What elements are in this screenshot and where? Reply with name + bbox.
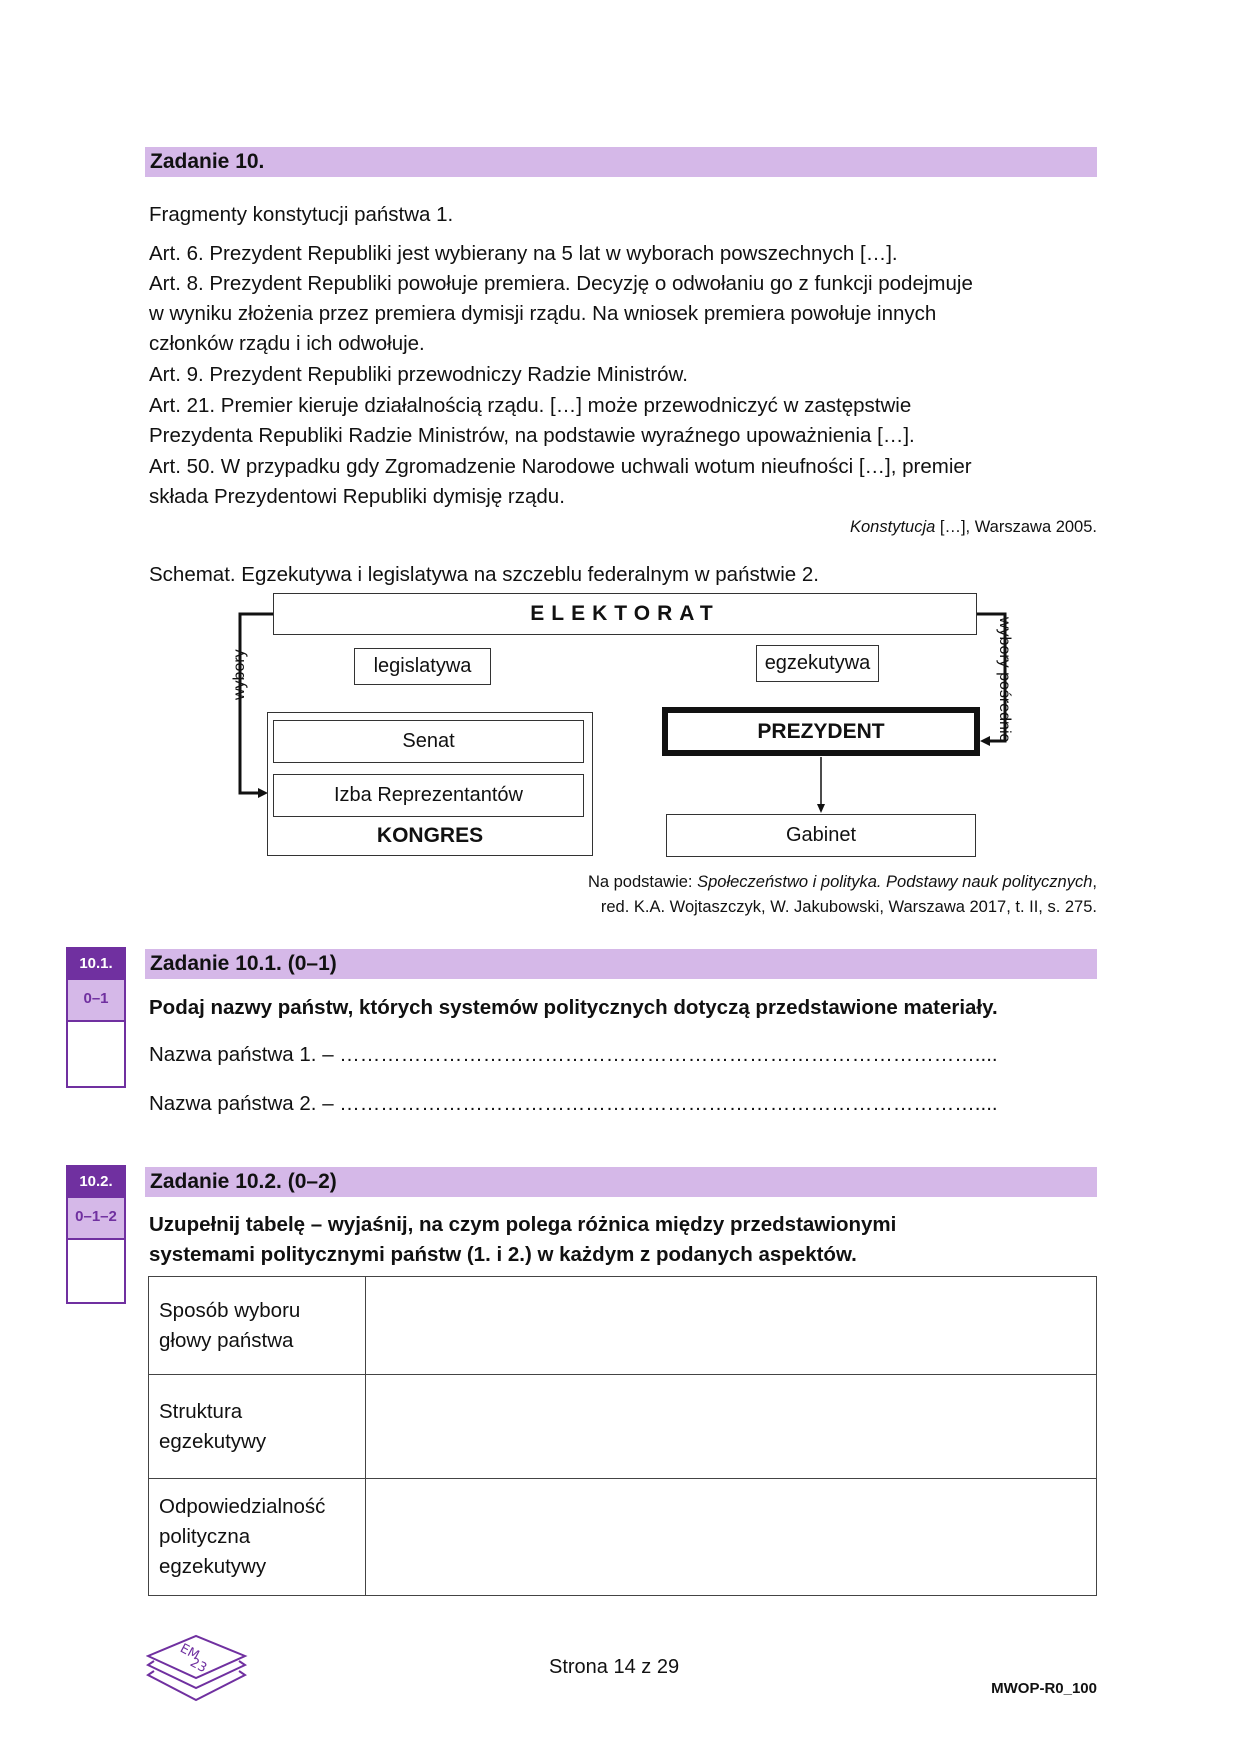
senat-box: [273, 720, 584, 763]
legislatywa-box: [354, 648, 491, 685]
article-line: Art. 50. W przypadku gdy Zgromadzenie Narodowe uchwali wotum nieufności […], premier: [149, 455, 972, 478]
task-title: Zadanie 10.: [150, 150, 265, 173]
logo-text: 23: [187, 1655, 210, 1677]
source-title: Konstytucja: [850, 518, 936, 536]
answer-label: Nazwa państwa 1. –: [149, 1043, 340, 1066]
elektorat-box: [273, 593, 977, 635]
right-arrow-label: wybory pośrednie: [996, 617, 1013, 743]
label-line: Odpowiedzialność: [159, 1495, 326, 1518]
source-suffix: ,: [1092, 873, 1097, 891]
badge-points: 0–1: [68, 979, 124, 1022]
label-line: egzekutywy: [159, 1429, 267, 1453]
answer-dots[interactable]: …………………………………………………………………………………....: [339, 1092, 998, 1115]
source-details: […], Warszawa 2005.: [935, 518, 1097, 536]
source-prefix: Na podstawie:: [587, 873, 698, 891]
egzekutywa-label: egzekutywa: [764, 652, 871, 674]
score-badge-10-2: [66, 1165, 126, 1304]
left-arrow-label: wybory: [231, 649, 248, 700]
intro-text: Fragmenty konstytucji państwa 1.: [149, 203, 454, 226]
article-line: Art. 8. Prezydent Republiki powołuje premiera. Decyzję o odwołaniu go z funkcji podejmuje: [149, 272, 973, 295]
score-badge-10-1: [66, 947, 126, 1088]
table-row: [149, 1375, 1097, 1479]
document-code: MWOP-R0_100: [991, 1680, 1097, 1697]
answer-dots[interactable]: …………………………………………………………………………………....: [339, 1043, 998, 1066]
em23-logo-icon: [146, 1634, 248, 1706]
article-line: w wyniku złożenia przez premiera dymisji rządu. Na wniosek premiera powołuje innych: [149, 302, 937, 325]
schema-caption: Schemat. Egzekutywa i legislatywa na szczeblu federalnym w państwie 2.: [149, 563, 819, 586]
label-line: polityczna: [159, 1525, 251, 1548]
table-row: [149, 1479, 1097, 1596]
label-line: Struktura: [159, 1399, 243, 1423]
subtask-header-bar: [145, 949, 1097, 979]
kongres-label: KONGRES: [376, 824, 484, 847]
answer-line-2[interactable]: [149, 1089, 998, 1119]
table-row: [149, 1277, 1097, 1375]
row-label: [149, 1479, 366, 1596]
source-citation-2: [588, 870, 1097, 894]
answer-label: Nazwa państwa 2. –: [149, 1092, 340, 1115]
egzekutywa-box: [756, 645, 879, 682]
score-box[interactable]: [68, 1022, 124, 1086]
page-number: Strona 14 z 29: [549, 1656, 680, 1678]
label-line: egzekutywy: [159, 1555, 267, 1578]
subtask-title: Zadanie 10.1. (0–1): [150, 952, 337, 975]
subtask-question-line2: systemami politycznymi państw (1. i 2.) w każdym z podanych aspektów.: [149, 1243, 857, 1266]
badge-number: 10.1.: [68, 949, 124, 979]
article-line: Art. 21. Premier kieruje działalnością rządu. […] może przewodniczyć w zastępstwie: [149, 394, 912, 417]
source-citation-2-line2: red. K.A. Wojtaszczyk, W. Jakubowski, Warszawa 2017, t. II, s. 275.: [600, 898, 1097, 916]
article-line: Art. 6. Prezydent Republiki jest wybierany na 5 lat w wyborach powszechnych […].: [149, 242, 898, 265]
badge-points: 0–1–2: [68, 1197, 124, 1240]
row-label: [149, 1277, 366, 1375]
source-title: Społeczeństwo i polityka. Podstawy nauk politycznych: [697, 873, 1093, 891]
prezydent-box: [662, 707, 980, 756]
elektorat-label: ELEKTORAT: [530, 602, 720, 625]
answer-table: [148, 1276, 1097, 1596]
senat-label: Senat: [402, 730, 455, 752]
gabinet-box: [666, 814, 976, 857]
legislatywa-label: legislatywa: [373, 655, 472, 677]
subtask-title: Zadanie 10.2. (0–2): [150, 1170, 337, 1193]
subtask-question: Podaj nazwy państw, których systemów politycznych dotyczą przedstawione materiały.: [149, 996, 998, 1019]
answer-cell[interactable]: [366, 1479, 1097, 1596]
label-line: głowy państwa: [159, 1328, 294, 1352]
subtask-header-bar: [145, 1167, 1097, 1197]
article-line: członków rządu i ich odwołuje.: [149, 332, 425, 355]
answer-cell[interactable]: [366, 1375, 1097, 1479]
score-box[interactable]: [68, 1240, 124, 1302]
answer-line-1[interactable]: [149, 1040, 998, 1070]
badge-number: 10.2.: [68, 1167, 124, 1197]
prezydent-label: PREZYDENT: [757, 719, 885, 743]
article-line: Prezydenta Republiki Radzie Ministrów, na podstawie wyraźnego upoważnienia […].: [149, 424, 915, 447]
logo-text: EM: [177, 1641, 202, 1664]
izba-box: [273, 774, 584, 817]
izba-label: Izba Reprezentantów: [333, 784, 523, 806]
article-line: składa Prezydentowi Republiki dymisję rządu.: [149, 485, 565, 508]
article-line: Art. 9. Prezydent Republiki przewodniczy Radzie Ministrów.: [149, 363, 688, 386]
subtask-question-line1: Uzupełnij tabelę – wyjaśnij, na czym polega różnica między przedstawionymi: [149, 1213, 897, 1236]
gabinet-label: Gabinet: [785, 824, 857, 846]
answer-cell[interactable]: [366, 1277, 1097, 1375]
row-label: [149, 1375, 366, 1479]
label-line: Sposób wyboru: [159, 1298, 301, 1322]
